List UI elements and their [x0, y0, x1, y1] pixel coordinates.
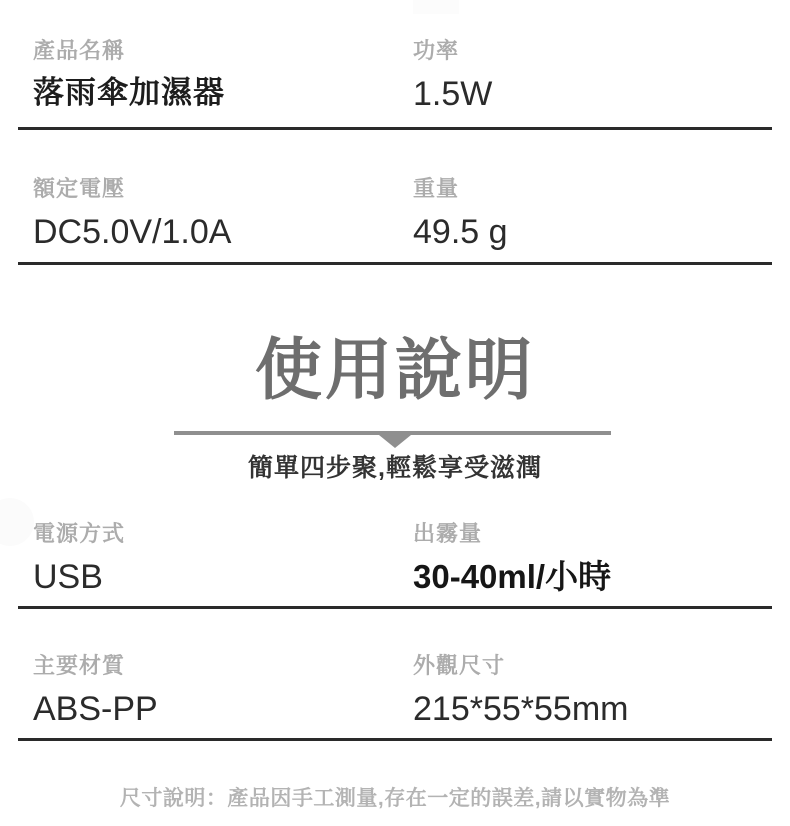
measurement-disclaimer: 尺寸說明：產品因手工測量,存在一定的誤差,請以實物為準 — [119, 787, 671, 810]
spec-row-powermode-mist — [33, 521, 772, 596]
power-value: 1.5W — [413, 74, 493, 113]
spec-row-voltage-weight — [33, 176, 772, 251]
arrow-down-icon — [379, 435, 411, 448]
section-divider — [18, 127, 772, 130]
material-label: 主要材質 — [33, 653, 126, 678]
section-divider — [18, 606, 772, 609]
spec-cell-dimensions — [413, 653, 772, 728]
dimensions-value: 215*55*55mm — [413, 689, 629, 728]
spec-cell-weight — [413, 176, 772, 251]
section-divider — [18, 738, 772, 741]
power-mode-value: USB — [33, 557, 103, 596]
section-divider — [18, 262, 772, 265]
power-mode-label: 電源方式 — [33, 521, 126, 546]
spec-row-name-power — [33, 38, 772, 113]
spec-cell-mist-output — [413, 521, 772, 595]
spec-row-material-size — [33, 653, 772, 728]
spec-cell-voltage — [33, 176, 413, 251]
spec-cell-product-name — [33, 38, 413, 110]
weight-value: 49.5 g — [413, 212, 508, 251]
product-name-value: 落雨傘加濕器 — [33, 74, 225, 110]
spec-cell-power-mode — [33, 521, 413, 596]
mist-output-value: 30-40ml/小時 — [413, 557, 612, 595]
usage-instructions-subtitle: 簡單四步聚,輕鬆享受滋潤 — [248, 454, 542, 482]
weight-label: 重量 — [413, 176, 460, 201]
spec-cell-power — [413, 38, 772, 113]
spec-cell-material — [33, 653, 413, 728]
cutoff-shape-top — [413, 0, 459, 14]
mist-output-label: 出霧量 — [413, 521, 483, 546]
voltage-label: 額定電壓 — [33, 176, 126, 201]
power-label: 功率 — [413, 38, 460, 63]
usage-instructions-title: 使用說明 — [255, 333, 535, 408]
voltage-value: DC5.0V/1.0A — [33, 212, 232, 251]
product-name-label: 產品名稱 — [33, 38, 126, 63]
cutoff-shape-left — [0, 498, 34, 546]
dimensions-label: 外觀尺寸 — [413, 653, 506, 678]
material-value: ABS-PP — [33, 689, 158, 728]
